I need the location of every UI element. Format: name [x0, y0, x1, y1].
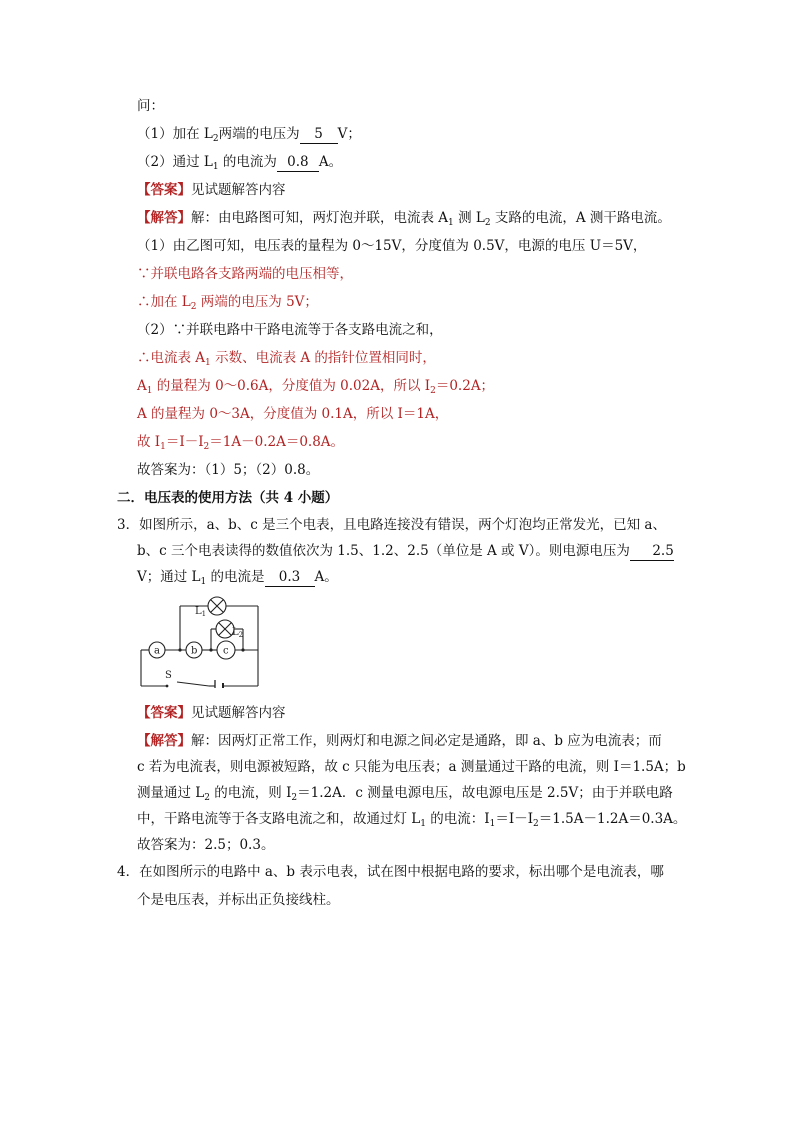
lamp-L2-label: $L_2$: [232, 627, 244, 639]
q4-stem-line: 个是电压表，并标出正负接线柱。: [137, 892, 340, 908]
q2-part2: （2）通过 $L_1$ 的电流为 0.8 A。: [137, 154, 343, 172]
solution-step: （2）∵并联电路中干路电流等于各支路电流之和，: [137, 322, 443, 338]
solution-step: ∴电流表 $A_1$ 示数、电流表 A 的指针位置相同时，: [137, 350, 436, 368]
meter-a-label: a: [154, 645, 160, 657]
answer-line: 【答案】见试题解答内容: [137, 705, 286, 721]
answer-line: 【答案】见试题解答内容: [137, 182, 286, 198]
answer-tag: 【答案】: [137, 705, 191, 721]
solution-line: 中，干路电流等于各支路电流之和，故通过灯 $L_1$ 的电流：$I_1=I-I_2=1.5A-1.2A=0.3A$。: [137, 811, 687, 829]
solution-step: $A_1$ 的量程为 0～0.6A，分度值为 0.02A，所以 $I_2=0.2A$；: [137, 378, 495, 396]
section-heading: 二．电压表的使用方法（共 4 小题）: [117, 490, 339, 506]
q3-stem-line: V；通过 $L_1$ 的电流是 0.3 A。: [137, 569, 338, 587]
solution-step: （1）由乙图可知，电压表的量程为 0～15V，分度值为 0.5V，电源的电压 U＝5V，: [137, 238, 647, 254]
lamp-L1-label: $L_1$: [195, 606, 207, 618]
meter-b-label: b: [191, 645, 198, 657]
solution-line: 【解答】解：由电路图可知，两灯泡并联，电流表 $A_1$ 测 $L_2$ 支路的电流，A 测干路电流。: [137, 210, 671, 228]
answer-blank: 0.8: [277, 154, 319, 172]
q2-part1: （1）加在 $L_2$两端的电压为 5 V；: [137, 126, 361, 144]
q4-stem-line: 4．在如图所示的电路中 a、b 表示电表，试在图中根据电路的要求，标出哪个是电流表，哪: [117, 864, 664, 880]
answer-blank: 5: [300, 126, 338, 144]
solution-line: 【解答】解：因两灯正常工作，则两灯和电源之间必定是通路，即 a、b 应为电流表；而: [137, 733, 662, 749]
q3-stem-line: 3．如图所示，a、b、c 是三个电表，且电路连接没有错误，两个灯泡均正常发光，已知 a、: [117, 517, 666, 533]
conclusion: 故答案为：（1）5；（2）0.8。: [137, 462, 320, 478]
q3-stem-line: b、c 三个电表读得的数值依次为 1.5、1.2、2.5（单位是 A 或 V）。则电源电压为 2.5: [137, 543, 674, 559]
circuit-diagram: [135, 592, 265, 688]
solution-step: 故 $I_1=I-I_2=1A-0.2A=0.8A$。: [137, 434, 345, 452]
solution-line: c 若为电流表，则电源被短路，故 c 只能为电压表；a 测量通过干路的电流，则 I＝1.5A；b: [137, 759, 686, 775]
conclusion: 故答案为：2.5；0.3。: [137, 837, 275, 853]
solution-step: ∴加在 $L_2$ 两端的电压为 5V；: [137, 294, 318, 312]
meter-c-label: c: [223, 645, 229, 657]
solution-line: 测量通过 $L_2$ 的电流，则 $I_2=1.2A$．c 测量电源电压，故电源电压是 2.5V；由于并联电路: [137, 785, 673, 803]
answer-blank: 2.5: [630, 543, 674, 561]
solution-tag: 【解答】: [137, 733, 191, 749]
solution-step: ∵并联电路各支路两端的电压相等，: [137, 266, 353, 282]
question-ask: 问：: [137, 98, 164, 114]
answer-tag: 【答案】: [137, 182, 191, 198]
solution-step: A 的量程为 0～3A，分度值为 0.1A，所以 I＝1A，: [137, 406, 449, 422]
switch-label: S: [165, 670, 172, 681]
solution-tag: 【解答】: [137, 210, 191, 226]
answer-blank: 0.3: [265, 569, 315, 587]
